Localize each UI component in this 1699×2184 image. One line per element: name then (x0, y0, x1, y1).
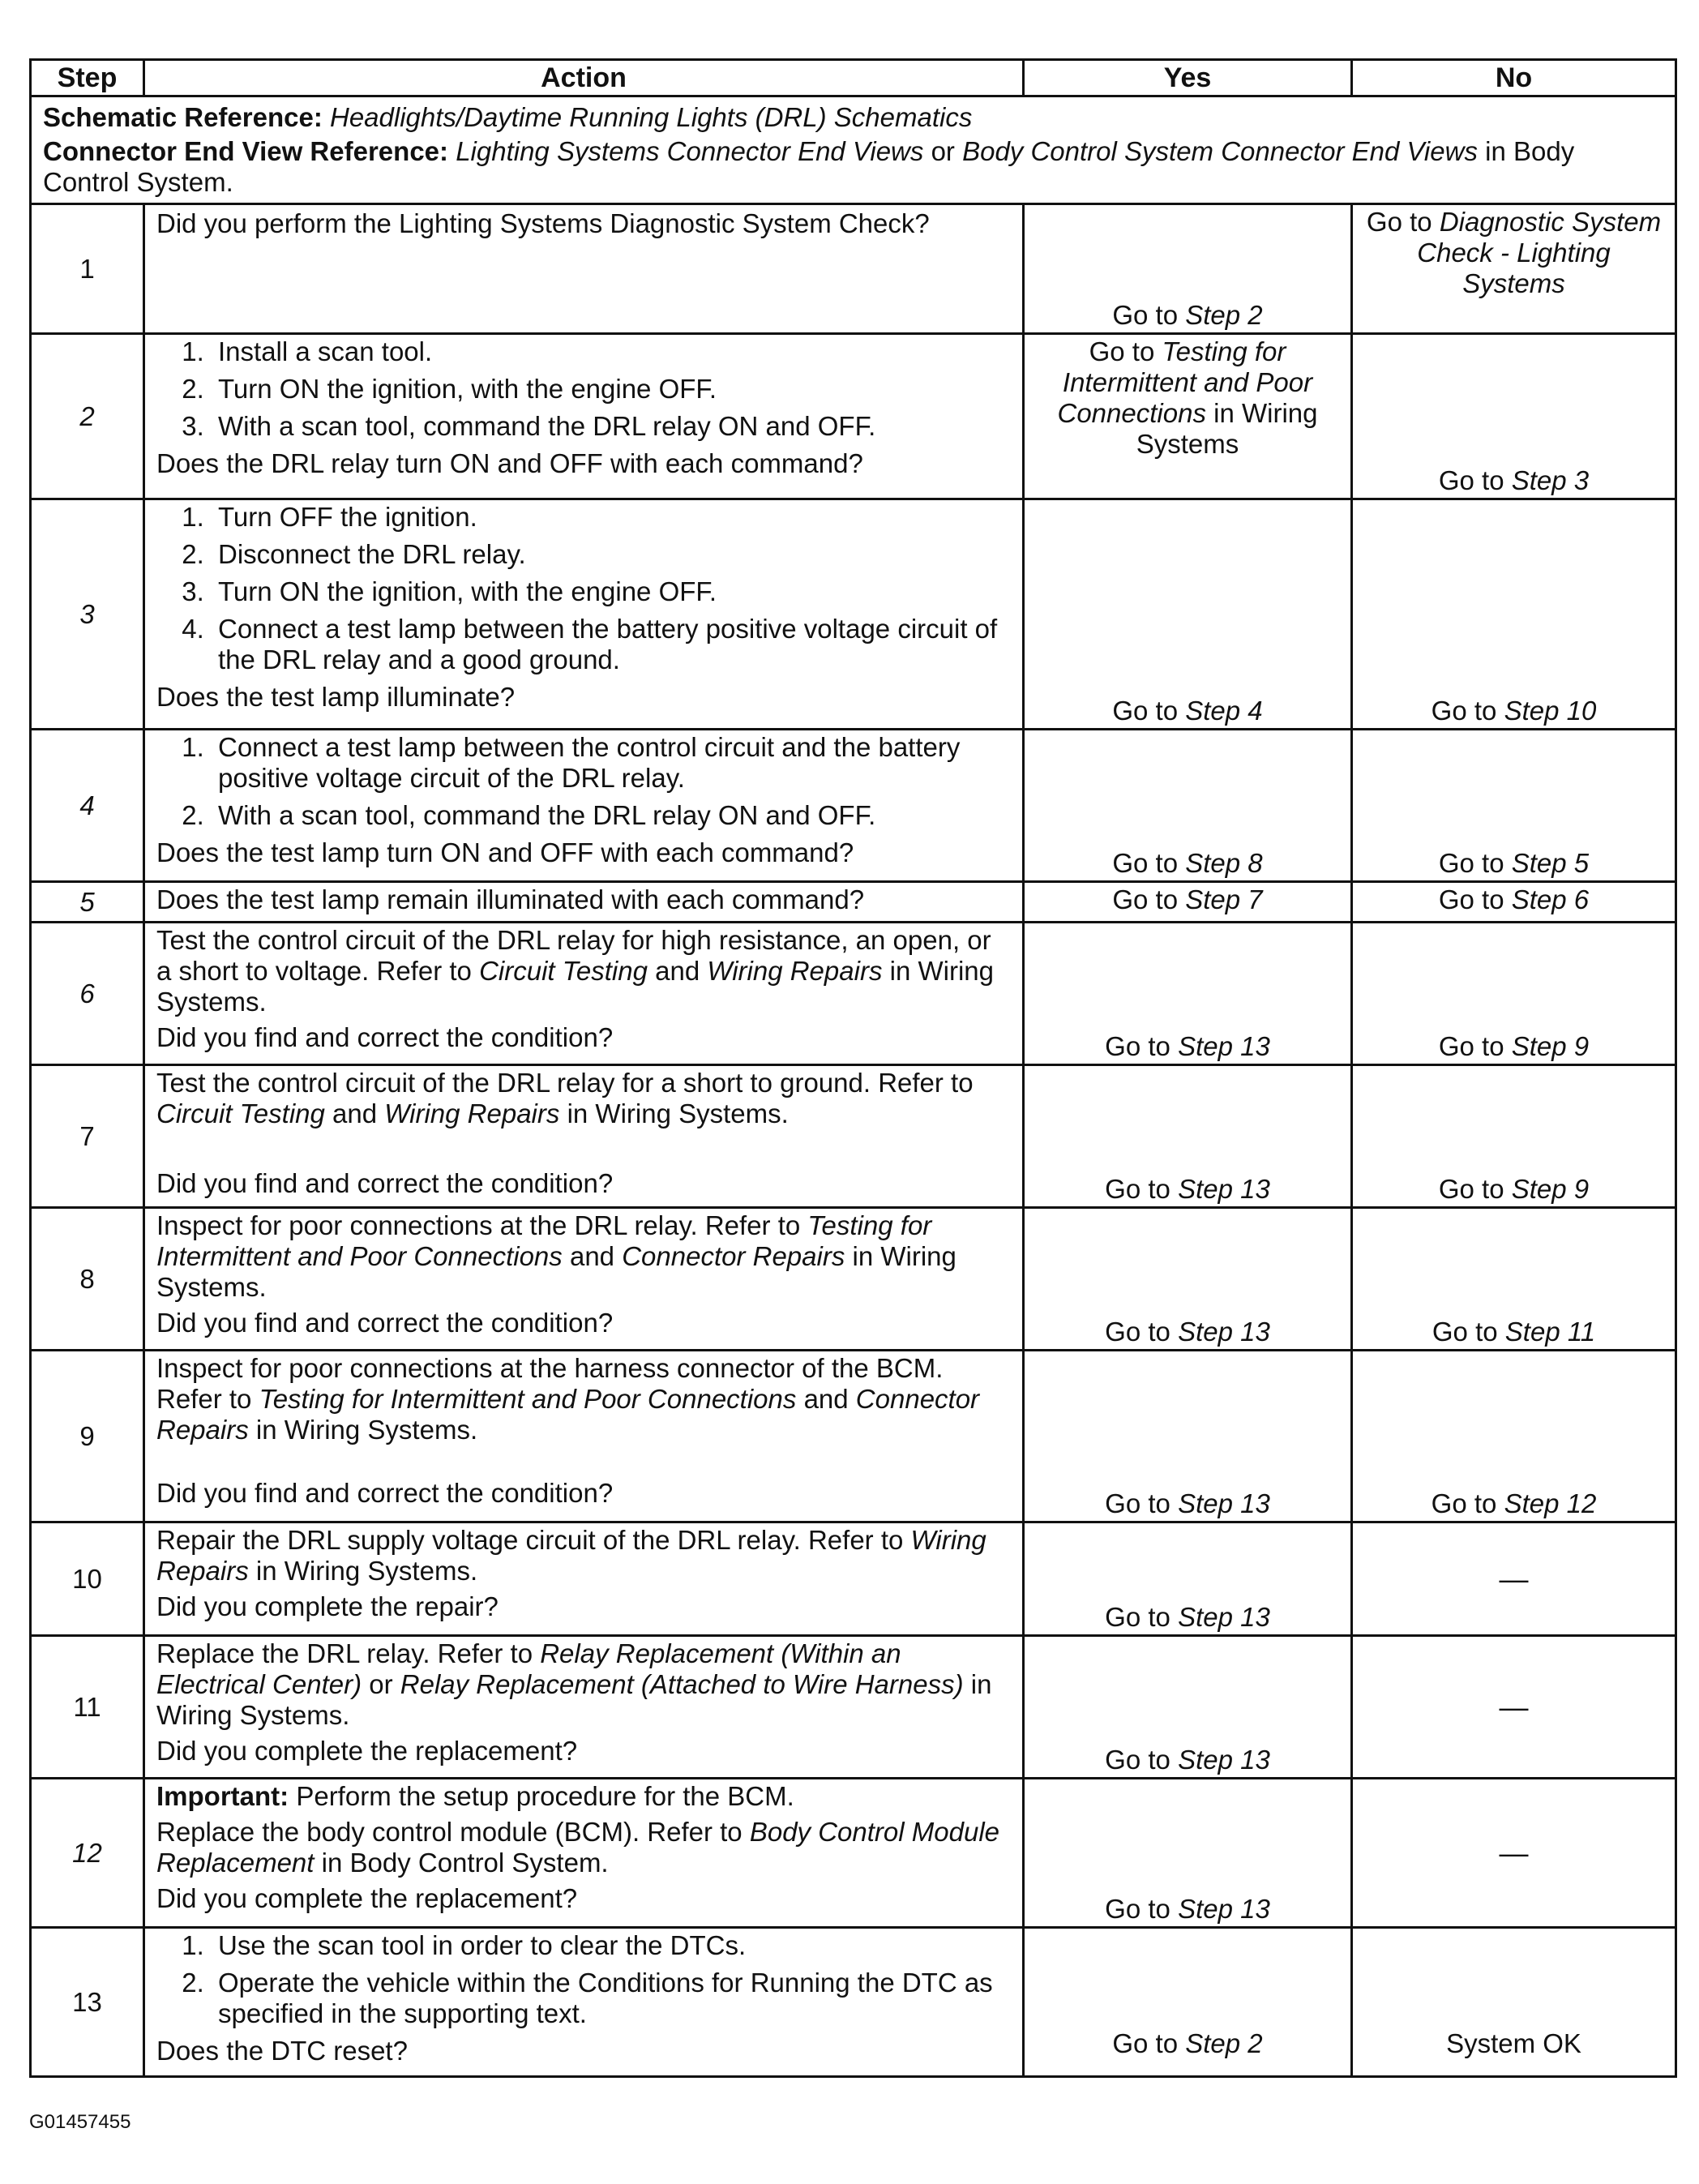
action-text-b: and (655, 956, 700, 986)
action-text-a: Replace the DRL relay. Refer to (156, 1638, 533, 1668)
question: Did you perform the Lighting Systems Diagnostic System Check? (156, 208, 930, 238)
connector-reference-label: Connector End View Reference: (43, 136, 449, 166)
yes-goto: Go to (1112, 2028, 1179, 2058)
reference-cell (31, 96, 1676, 204)
no-goto: Go to (1431, 696, 1497, 726)
yes-goto: Go to (1105, 1894, 1170, 1924)
no-goto: Go to (1438, 848, 1504, 878)
table-row-step-6 (31, 923, 1676, 1065)
no-reference: Step 10 (1504, 696, 1597, 726)
action-step-item: 1. Turn OFF the ignition. (212, 502, 1011, 533)
yes-reference: Step 2 (1185, 2028, 1263, 2058)
figure-id-caption: G01457455 (29, 2111, 131, 2133)
table-row-step-12 (31, 1779, 1676, 1928)
action-cell (144, 499, 1024, 730)
yes-goto: Go to (1105, 1745, 1170, 1775)
table-row-step-13 (31, 1928, 1676, 2077)
action-text (156, 1068, 1011, 1129)
step-number: 2 (31, 334, 144, 499)
yes-cell (1024, 923, 1352, 1065)
question: Does the DRL relay turn ON and OFF with each command? (156, 448, 863, 478)
yes-reference: Step 13 (1178, 1894, 1270, 1924)
yes-reference: Step 4 (1185, 696, 1263, 726)
action-reference-a: Circuit Testing (479, 956, 648, 986)
important-text: Perform the setup procedure for the BCM. (296, 1781, 794, 1811)
question: Did you complete the replacement? (156, 1736, 578, 1766)
connector-reference (43, 136, 1663, 198)
table-row-step-10 (31, 1522, 1676, 1636)
no-cell (1352, 204, 1676, 334)
action-cell (144, 730, 1024, 882)
action-text (156, 1353, 1011, 1445)
no-reference: Step 6 (1511, 884, 1590, 914)
yes-cell (1024, 1779, 1352, 1928)
yes-cell (1024, 334, 1352, 499)
action-reference-b: Relay Replacement (Attached to Wire Harness) (400, 1669, 964, 1699)
yes-cell (1024, 1351, 1352, 1522)
question: Does the DTC reset? (156, 2036, 408, 2066)
question: Did you find and correct the condition? (156, 1478, 614, 1508)
action-step-item: 1. Use the scan tool in order to clear the DTCs. (212, 1930, 1011, 1961)
step-number: 12 (31, 1779, 144, 1928)
question: Did you find and correct the condition? (156, 1168, 614, 1198)
action-step-item: 1. Install a scan tool. (212, 336, 1011, 367)
table-row-step-3 (31, 499, 1676, 730)
action-cell (144, 1208, 1024, 1351)
step-number: 5 (31, 882, 144, 923)
action-step-item: 2. Operate the vehicle within the Conditions for Running the DTC as specified in the supporting text. (212, 1968, 1011, 2029)
action-step-item: 1. Connect a test lamp between the control circuit and the battery positive voltage circuit of the DRL relay. (212, 732, 1011, 794)
no-cell (1352, 923, 1676, 1065)
question: Did you find and correct the condition? (156, 1308, 614, 1338)
yes-reference: Step 13 (1178, 1602, 1270, 1632)
yes-tail: in Wiring Systems (1136, 398, 1318, 459)
action-text-c: in Wiring Systems. (255, 1556, 478, 1586)
yes-cell (1024, 1065, 1352, 1208)
action-reference-a: Testing for Intermittent and Poor Connections (156, 1210, 932, 1271)
action-cell (144, 1351, 1024, 1522)
yes-reference: Testing for Intermittent and Poor Connections (1057, 336, 1313, 428)
no-goto: Go to (1366, 207, 1432, 237)
action-step-item: 3. With a scan tool, command the DRL relay ON and OFF. (212, 411, 1011, 442)
action-text-c: in Wiring Systems. (156, 1241, 956, 1302)
no-goto: Go to (1438, 1174, 1504, 1204)
step-number: 13 (31, 1928, 144, 2077)
action-cell (144, 882, 1024, 923)
no-cell: System OK (1352, 1928, 1676, 2077)
action-cell (144, 1928, 1024, 2077)
yes-goto: Go to (1112, 300, 1179, 330)
question: Did you complete the repair? (156, 1591, 499, 1621)
yes-goto: Go to (1105, 1488, 1170, 1518)
no-cell (1352, 1351, 1676, 1522)
action-reference-b: Connector Repairs (156, 1384, 980, 1445)
action-cell (144, 334, 1024, 499)
no-reference: Step 5 (1511, 848, 1590, 878)
action-cell (144, 204, 1024, 334)
action-text (156, 1210, 1011, 1303)
action-text-a: Inspect for poor connections at the DRL relay. Refer to (156, 1210, 801, 1240)
no-cell: — (1352, 1779, 1676, 1928)
action-text-c: in Body Control System. (321, 1848, 609, 1878)
action-reference-b: Wiring Repairs (707, 956, 883, 986)
yes-cell (1024, 204, 1352, 334)
table-row-step-11 (31, 1636, 1676, 1779)
no-reference: Step 3 (1511, 465, 1590, 495)
action-cell (144, 1065, 1024, 1208)
yes-reference: Step 13 (1178, 1745, 1270, 1775)
important-note (156, 1781, 1011, 1812)
yes-goto: Go to (1089, 336, 1155, 366)
action-text-b: and (569, 1241, 615, 1271)
yes-reference: Step 7 (1185, 884, 1263, 914)
no-goto: Go to (1431, 1488, 1497, 1518)
schematic-reference-label: Schematic Reference: (43, 102, 323, 132)
question: Does the test lamp turn ON and OFF with each command? (156, 837, 854, 867)
connector-reference-tail: in Body Control System. (43, 136, 1575, 197)
table-row-step-8 (31, 1208, 1676, 1351)
yes-goto: Go to (1105, 1602, 1170, 1632)
no-cell (1352, 730, 1676, 882)
action-reference-b: Connector Repairs (622, 1241, 845, 1271)
diagnostic-table-container (29, 58, 1675, 2078)
action-steps (156, 732, 1011, 831)
step-number: 3 (31, 499, 144, 730)
yes-goto: Go to (1105, 1174, 1170, 1204)
question: Does the test lamp illuminate? (156, 682, 516, 712)
action-text-a: Repair the DRL supply voltage circuit of the DRL relay. Refer to (156, 1525, 904, 1555)
action-text (156, 925, 1011, 1017)
action-cell (144, 1779, 1024, 1928)
action-text-c: in Wiring Systems. (255, 1415, 478, 1445)
yes-goto: Go to (1112, 848, 1179, 878)
action-text-c: in Wiring Systems. (567, 1098, 789, 1128)
no-cell: — (1352, 1636, 1676, 1779)
yes-reference: Step 13 (1178, 1174, 1270, 1204)
no-cell (1352, 334, 1676, 499)
yes-cell (1024, 1636, 1352, 1779)
action-reference-a: Body Control Module Replacement (156, 1817, 1000, 1878)
no-cell (1352, 499, 1676, 730)
no-cell (1352, 1208, 1676, 1351)
action-text-b: and (803, 1384, 849, 1414)
step-number: 9 (31, 1351, 144, 1522)
table-row-step-1 (31, 204, 1676, 334)
no-cell: — (1352, 1522, 1676, 1636)
table-row-step-4 (31, 730, 1676, 882)
header-no: No (1352, 60, 1676, 96)
question: Did you complete the replacement? (156, 1883, 578, 1913)
action-reference-a: Testing for Intermittent and Poor Connections (259, 1384, 797, 1414)
action-text-a: Test the control circuit of the DRL relay for high resistance, an open, or a short to voltage. Refer to (156, 925, 991, 986)
connector-reference-or: or (931, 136, 955, 166)
action-text-b: or (369, 1669, 393, 1699)
action-step-item: 3. Turn ON the ignition, with the engine OFF. (212, 576, 1011, 607)
action-steps (156, 502, 1011, 675)
yes-cell (1024, 499, 1352, 730)
yes-reference: Step 8 (1185, 848, 1263, 878)
no-goto: Go to (1438, 465, 1504, 495)
yes-cell (1024, 1522, 1352, 1636)
schematic-reference-value: Headlights/Daytime Running Lights (DRL) Schematics (330, 102, 973, 132)
action-steps (156, 336, 1011, 442)
action-reference-a: Wiring Repairs (156, 1525, 986, 1586)
yes-reference: Step 13 (1178, 1488, 1270, 1518)
table-row-step-9 (31, 1351, 1676, 1522)
no-reference: Step 9 (1511, 1174, 1590, 1204)
table-row-step-2 (31, 334, 1676, 499)
no-reference: Step 9 (1511, 1031, 1590, 1061)
diagnostic-table (29, 58, 1677, 2078)
yes-cell (1024, 1208, 1352, 1351)
yes-cell (1024, 730, 1352, 882)
no-goto: Go to (1432, 1317, 1498, 1347)
yes-reference: Step 13 (1178, 1031, 1270, 1061)
action-cell (144, 1636, 1024, 1779)
schematic-reference (43, 102, 1663, 133)
yes-cell (1024, 882, 1352, 923)
yes-goto: Go to (1105, 1317, 1170, 1347)
action-step-item: 2. Disconnect the DRL relay. (212, 539, 1011, 570)
step-number: 7 (31, 1065, 144, 1208)
no-reference: Diagnostic System Check - Lighting Systems (1417, 207, 1662, 298)
no-reference: Step 11 (1504, 1317, 1596, 1347)
connector-reference-value-2: Body Control System Connector End Views (962, 136, 1478, 166)
yes-goto: Go to (1112, 884, 1179, 914)
action-text-c: in Wiring Systems. (156, 956, 994, 1017)
action-text (156, 1525, 1011, 1587)
table-row-step-7 (31, 1065, 1676, 1208)
action-reference-b: Wiring Repairs (384, 1098, 560, 1128)
yes-goto: Go to (1105, 1031, 1170, 1061)
step-number: 4 (31, 730, 144, 882)
connector-reference-value-1: Lighting Systems Connector End Views (456, 136, 924, 166)
action-cell (144, 1522, 1024, 1636)
step-number: 8 (31, 1208, 144, 1351)
action-text (156, 1638, 1011, 1731)
no-goto: Go to (1438, 1031, 1504, 1061)
no-goto: Go to (1438, 884, 1504, 914)
action-step-item: 2. With a scan tool, command the DRL relay ON and OFF. (212, 800, 1011, 831)
action-step-item: 2. Turn ON the ignition, with the engine OFF. (212, 374, 1011, 405)
action-reference-a: Circuit Testing (156, 1098, 325, 1128)
step-number: 11 (31, 1636, 144, 1779)
yes-goto: Go to (1112, 696, 1179, 726)
action-text-b: and (332, 1098, 378, 1128)
action-text-c: in Wiring Systems. (156, 1669, 992, 1730)
header-step: Step (31, 60, 144, 96)
table-row-step-5 (31, 882, 1676, 923)
no-reference: Step 12 (1504, 1488, 1597, 1518)
action-text-a: Replace the body control module (BCM). Refer to (156, 1817, 743, 1847)
yes-reference: Step 2 (1185, 300, 1263, 330)
action-steps (156, 1930, 1011, 2029)
action-step-item: 4. Connect a test lamp between the battery positive voltage circuit of the DRL relay and a good ground. (212, 614, 1011, 675)
important-label: Important: (156, 1781, 289, 1811)
action-text (156, 1817, 1011, 1878)
step-number: 6 (31, 923, 144, 1065)
action-text-a: Inspect for poor connections at the harness connector of the BCM. Refer to (156, 1353, 944, 1414)
reference-row (31, 96, 1676, 204)
yes-reference: Step 13 (1178, 1317, 1270, 1347)
header-yes: Yes (1024, 60, 1352, 96)
question: Does the test lamp remain illuminated with each command? (156, 884, 865, 914)
header-row (31, 60, 1676, 96)
no-cell (1352, 882, 1676, 923)
action-text-a: Test the control circuit of the DRL relay for a short to ground. Refer to (156, 1068, 974, 1098)
no-cell (1352, 1065, 1676, 1208)
yes-cell (1024, 1928, 1352, 2077)
header-action: Action (144, 60, 1024, 96)
step-number: 10 (31, 1522, 144, 1636)
action-cell (144, 923, 1024, 1065)
question: Did you find and correct the condition? (156, 1022, 614, 1052)
action-reference-a: Relay Replacement (Within an Electrical Center) (156, 1638, 901, 1699)
step-number: 1 (31, 204, 144, 334)
